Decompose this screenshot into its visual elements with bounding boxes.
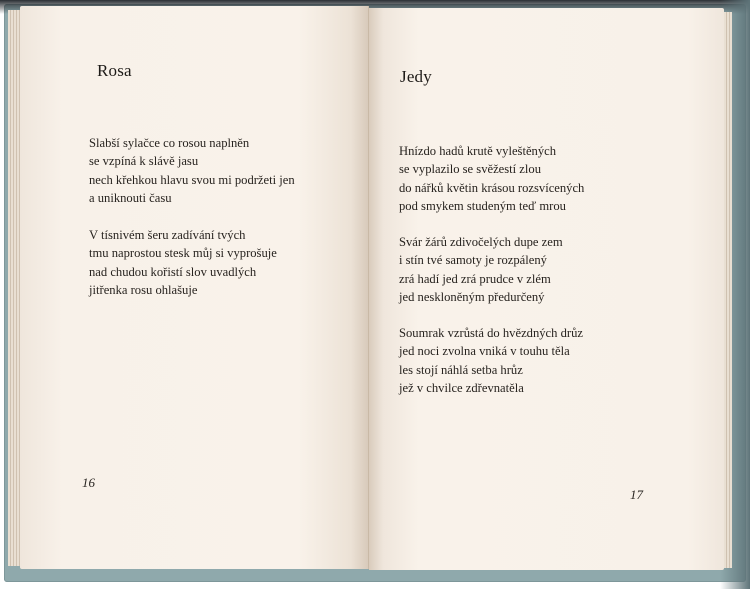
poem-line: zrá hadí jed zrá prudce v zlém: [399, 271, 551, 286]
poem-line: les stojí náhlá setba hrůz: [399, 362, 523, 377]
poem-line: jitřenka rosu ohlašuje: [89, 283, 198, 298]
poem-line: V tísnivém šeru zadívání tvých: [89, 228, 246, 242]
poem-line: a uniknouti času: [89, 191, 172, 206]
poem-line: Hnízdo hadů krutě vyleštěných: [399, 144, 557, 158]
page-number-left: 16: [82, 475, 95, 490]
page-number-right: 17: [630, 487, 643, 502]
stanza-2: [89, 226, 277, 300]
poem-line: Svár žárů zdivočelých dupe zem: [399, 235, 563, 249]
poem-line: nad chudou kořistí slov uvadlých: [89, 264, 257, 279]
left-page: [20, 6, 369, 569]
stanza-1: [89, 134, 295, 208]
poem-line: jež v chvilce zdřevnatěla: [399, 381, 524, 396]
stanza-2: [399, 233, 563, 307]
right-page: [369, 8, 724, 570]
page-edges-right: [724, 12, 732, 568]
poem-title-jedy: Jedy: [400, 67, 432, 86]
poem-title-rosa: Rosa: [97, 61, 132, 80]
poem-line: do nářků květin krásou rozsvícených: [399, 180, 585, 195]
poem-line: tmu naprostou stesk můj si vyprošuje: [89, 246, 277, 261]
poem-line: jed neskloněným předurčený: [399, 290, 545, 305]
poem-line: se vyplazilo se svěžestí zlou: [399, 162, 541, 177]
poem-line: Slabší sylačce co rosou naplněn: [89, 136, 250, 150]
poem-line: Soumrak vzrůstá do hvězdných drůz: [399, 326, 583, 340]
poem-line: nech křehkou hlavu svou mi podržeti jen: [89, 172, 295, 187]
poem-line: i stín tvé samoty je rozpálený: [399, 253, 547, 268]
poem-line: se vzpíná k slávě jasu: [89, 154, 199, 169]
poem-line: pod smykem studeným teď mrou: [399, 199, 566, 214]
stanza-3: [399, 324, 583, 398]
stanza-1: [399, 142, 584, 216]
poem-line: jed noci zvolna vniká v touhu těla: [399, 344, 570, 359]
